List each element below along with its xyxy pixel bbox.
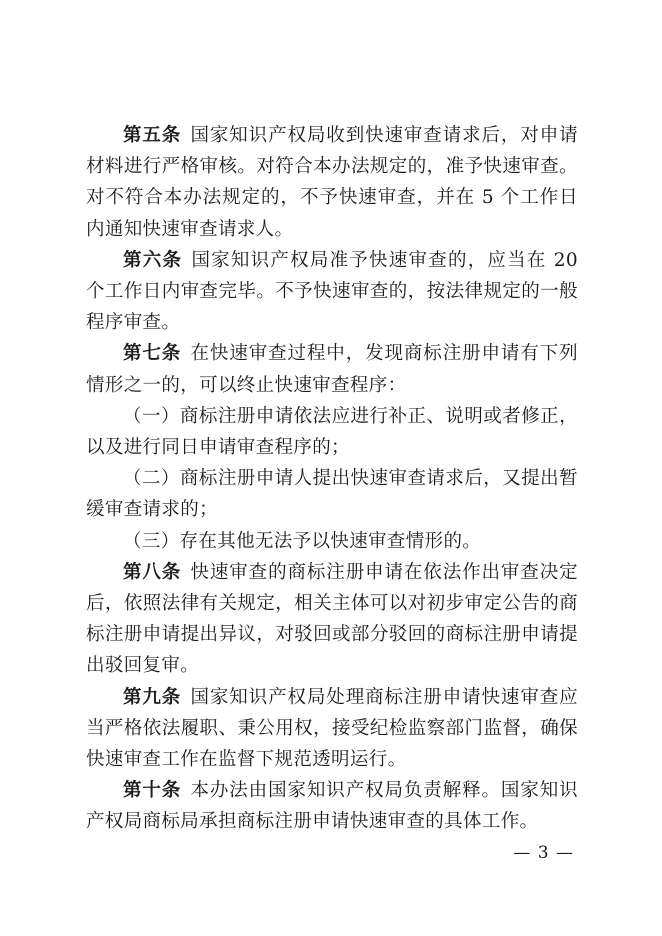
- article-heading: 第七条: [123, 343, 182, 365]
- article-7: [86, 338, 578, 400]
- article-8: [86, 557, 578, 682]
- article-text: 国家知识产权局准予快速审查的，应当在 20 个工作日内审查完毕。不予快速审查的，按法律规定的一般程序审查。: [86, 249, 578, 334]
- article-heading: 第六条: [123, 249, 183, 271]
- article-heading: 第五条: [123, 125, 182, 146]
- article-text: 国家知识产权局收到快速审查请求后，对申请材料进行严格审核。对符合本办法规定的，准予快速审查。对不符合本办法规定的，不予快速审查，并在 5 个工作日内通知快速审查请求人。: [86, 125, 578, 240]
- article-9: [86, 682, 578, 776]
- article-heading: 第八条: [123, 561, 182, 583]
- article-text: 本办法由国家知识产权局负责解释。国家知识产权局商标局承担商标注册申请快速审查的具体工作。: [86, 780, 578, 833]
- article-text: 在快速审查过程中，发现商标注册申请有下列情形之一的，可以终止快速审查程序：: [86, 343, 578, 396]
- page-number: — 3 —: [513, 843, 574, 863]
- article-10: [86, 775, 578, 837]
- article-7-item-1: （一）商标注册申请依法应进行补正、说明或者修正，以及进行同日申请审查程序的；: [86, 405, 578, 459]
- article-heading: 第十条: [123, 780, 182, 802]
- article-heading: 第九条: [123, 686, 182, 708]
- article-text: 国家知识产权局处理商标注册申请快速审查应当严格依法履职、秉公用权，接受纪检监察部门监督，确保快速审查工作在监督下规范透明运行。: [86, 686, 578, 771]
- article-7-item-2: （二）商标注册申请人提出快速审查请求后，又提出暂缓审查请求的；: [86, 468, 578, 521]
- article-text: 快速审查的商标注册申请在依法作出审查决定后，依照法律有关规定，相关主体可以对初步审定公告的商标注册申请提出异议，对驳回或部分驳回的商标注册申请提出驳回复审。: [86, 561, 578, 677]
- article-7-item-3: （三）存在其他无法予以快速审查情形的。: [123, 530, 482, 552]
- article-6: [86, 245, 578, 339]
- article-5: [86, 120, 578, 245]
